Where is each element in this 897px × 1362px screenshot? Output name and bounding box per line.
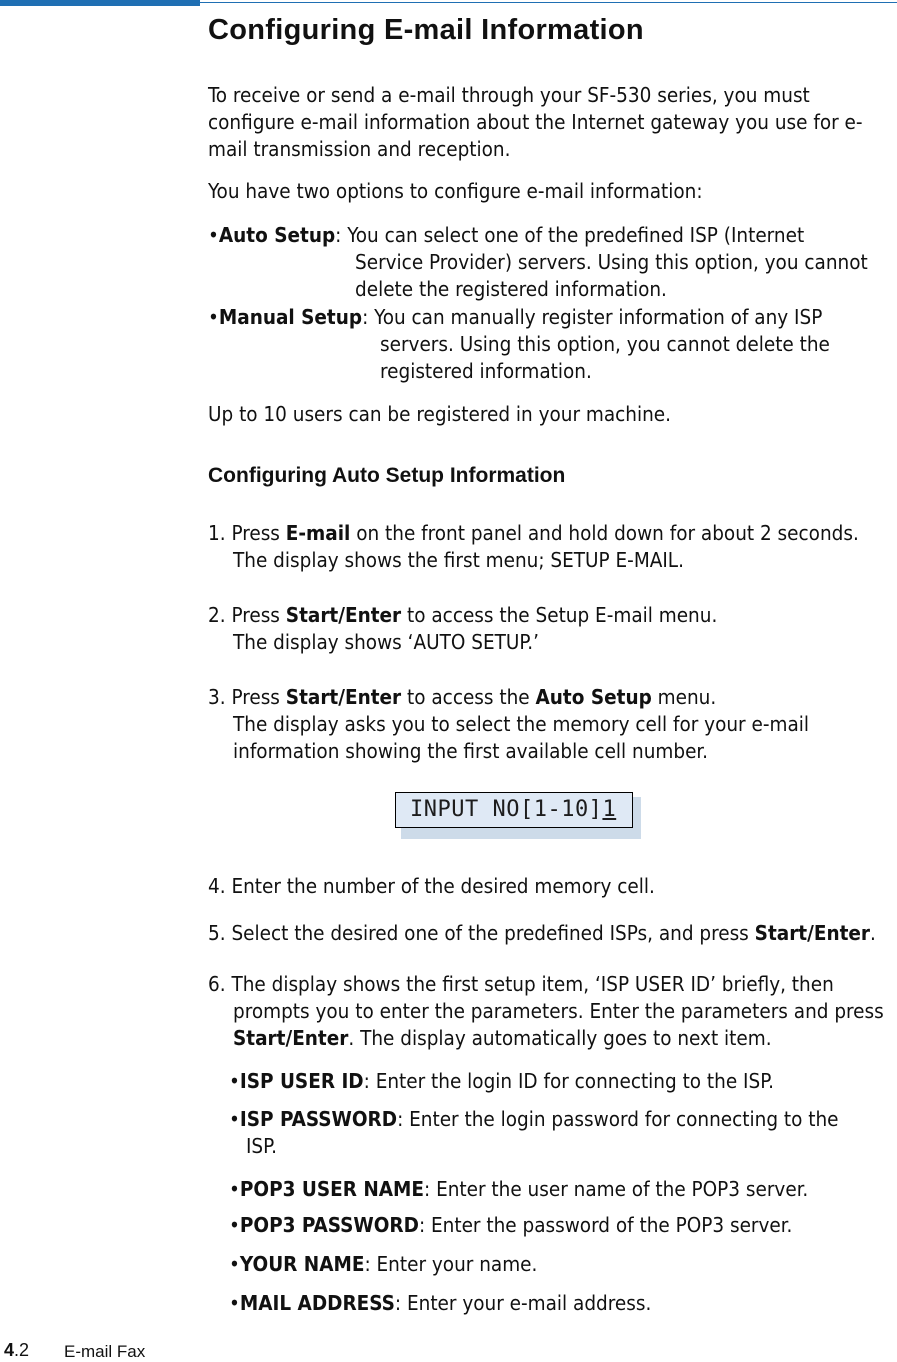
step-2 xyxy=(208,602,717,629)
step-text: menu. xyxy=(651,685,717,709)
chapter-number: 4 xyxy=(4,1340,15,1360)
setup-item-isp-user-id xyxy=(229,1068,774,1095)
lcd-cursor-value: 1 xyxy=(602,797,617,822)
step-6-line-2: prompts you to enter the parameters. Enter the parameters and press xyxy=(233,999,884,1023)
step-text: Press xyxy=(231,521,286,545)
item-desc: : Enter the login ID for connecting to the ISP. xyxy=(363,1069,774,1093)
option-manual-desc-2: servers. Using this option, you cannot delete the xyxy=(380,332,830,356)
bullet: • xyxy=(229,1069,240,1093)
step-text: on the front panel and hold down for about 2 seconds. xyxy=(350,521,859,545)
item-desc: : Enter your name. xyxy=(364,1252,538,1276)
item-desc: : Enter the password of the POP3 server. xyxy=(418,1213,793,1237)
header-accent-bar xyxy=(0,0,200,6)
setup-item-pop3-password xyxy=(229,1212,792,1239)
setup-item-isp-password xyxy=(229,1106,839,1133)
lcd-prompt: INPUT NO[1-10] xyxy=(410,797,603,822)
step-number: 5. xyxy=(208,921,226,945)
key-name: Start/Enter xyxy=(233,1026,349,1050)
page-title: Configuring E-mail Information xyxy=(208,14,644,46)
option-desc: You can select one of the predefined ISP (Internet xyxy=(347,223,805,247)
option-auto-desc-2: Service Provider) servers. Using this option, you cannot xyxy=(355,250,868,274)
step-1 xyxy=(208,520,859,547)
step-6 xyxy=(208,971,834,998)
page-number xyxy=(4,1340,29,1361)
step-number: 3. xyxy=(208,685,226,709)
step-1-detail: The display shows the first menu; SETUP E-MAIL. xyxy=(233,548,684,572)
step-3 xyxy=(208,684,716,711)
step-4 xyxy=(208,873,655,900)
setup-item-isp-password-cont: ISP. xyxy=(246,1134,277,1158)
options-intro: You have two options to configure e-mail information: xyxy=(208,179,703,203)
lcd-display-text xyxy=(410,797,616,823)
step-number: 2. xyxy=(208,603,226,627)
header-rule xyxy=(200,2,897,3)
footer-section-title: E-mail Fax xyxy=(64,1342,146,1361)
section-subheading: Configuring Auto Setup Information xyxy=(208,464,566,487)
step-5 xyxy=(208,920,876,947)
step-text: Select the desired one of the predefined ISPs, and press xyxy=(231,921,755,945)
bullet: • xyxy=(229,1177,240,1201)
item-label: YOUR NAME xyxy=(239,1252,365,1276)
option-auto-setup: •Auto Setup: You can select one of the predefined ISP (Internet xyxy=(208,223,805,247)
bullet: • xyxy=(208,223,219,247)
option-auto-desc-3: delete the registered information. xyxy=(355,277,667,301)
intro-line-1: To receive or send a e-mail through your SF-530 series, you must xyxy=(208,83,810,107)
option-manual-setup: •Manual Setup: You can manually register information of any ISP xyxy=(208,305,823,329)
item-label: MAIL ADDRESS xyxy=(239,1291,395,1315)
option-label: Manual Setup xyxy=(218,305,363,329)
option-desc: You can manually register information of any ISP xyxy=(374,305,823,329)
page-suffix: .2 xyxy=(14,1340,30,1360)
key-name: Start/Enter xyxy=(754,921,871,945)
setup-item-mail-address xyxy=(229,1290,651,1317)
step-3-detail-1: The display asks you to select the memory cell for your e-mail xyxy=(233,712,810,736)
bullet: • xyxy=(229,1252,240,1276)
step-text: Press xyxy=(231,603,286,627)
item-desc: : Enter the login password for connecting to the xyxy=(397,1107,839,1131)
step-6-line-3 xyxy=(233,1025,772,1052)
item-label: POP3 USER NAME xyxy=(239,1177,424,1201)
bullet: • xyxy=(229,1291,240,1315)
bullet: • xyxy=(229,1213,240,1237)
item-label: ISP PASSWORD xyxy=(239,1107,398,1131)
step-3-detail-2: information showing the first available cell number. xyxy=(233,739,708,763)
item-desc: : Enter the user name of the POP3 server. xyxy=(424,1177,809,1201)
users-note: Up to 10 users can be registered in your machine. xyxy=(208,402,672,426)
item-label: ISP USER ID xyxy=(239,1069,364,1093)
option-label: Auto Setup xyxy=(218,223,336,247)
intro-line-2: configure e-mail information about the Internet gateway you use for e- xyxy=(208,110,863,134)
key-name: Start/Enter xyxy=(285,603,402,627)
step-text: . xyxy=(870,921,876,945)
option-manual-desc-3: registered information. xyxy=(380,359,592,383)
step-text: The display shows the first setup item, ‘ISP USER ID’ briefly, then xyxy=(231,972,834,996)
step-number: 6. xyxy=(208,972,226,996)
step-number: 4. xyxy=(208,874,226,898)
step-text: Press xyxy=(231,685,286,709)
bullet: • xyxy=(208,305,219,329)
step-text: to access the xyxy=(401,685,536,709)
item-label: POP3 PASSWORD xyxy=(239,1213,419,1237)
item-desc: : Enter your e-mail address. xyxy=(394,1291,652,1315)
bullet: • xyxy=(229,1107,240,1131)
step-2-detail: The display shows ‘AUTO SETUP.’ xyxy=(233,630,540,654)
step-text: Enter the number of the desired memory cell. xyxy=(231,874,655,898)
intro-line-3: mail transmission and reception. xyxy=(208,137,511,161)
setup-item-your-name xyxy=(229,1251,537,1278)
menu-name: Auto Setup xyxy=(535,685,652,709)
step-text: to access the Setup E-mail menu. xyxy=(401,603,718,627)
step-number: 1. xyxy=(208,521,226,545)
key-name: Start/Enter xyxy=(285,685,402,709)
step-text: . The display automatically goes to next item. xyxy=(348,1026,772,1050)
setup-item-pop3-user-name xyxy=(229,1176,808,1203)
key-name: E-mail xyxy=(285,521,351,545)
